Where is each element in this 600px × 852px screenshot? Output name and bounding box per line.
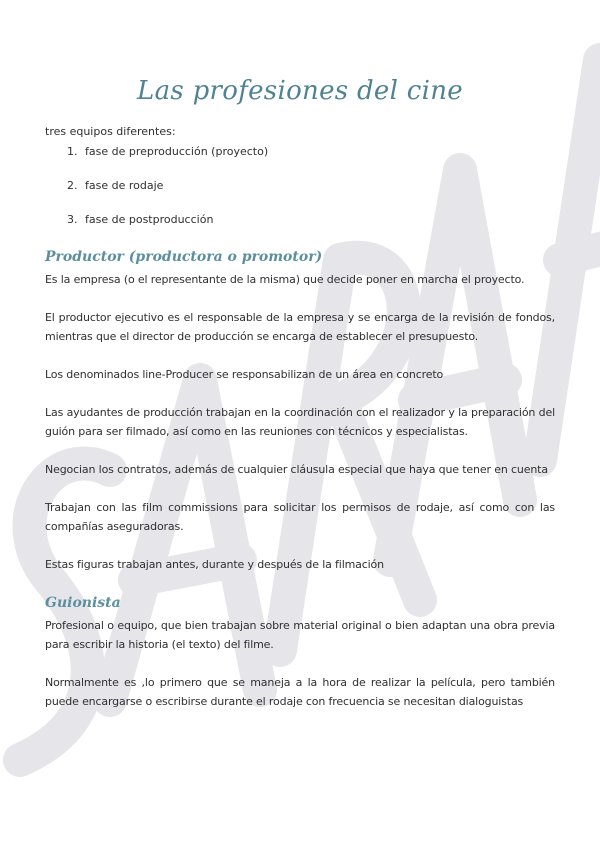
list-item-number: 2.: [67, 179, 78, 192]
phase-list: [45, 144, 555, 228]
paragraph: Trabajan con las film commissions para solicitar los permisos de rodaje, así como con las compañías aseguradoras.: [45, 501, 555, 533]
list-item-text: fase de rodaje: [85, 179, 164, 192]
list-item-text: fase de preproducción (proyecto): [85, 145, 269, 158]
list-item-number: 3.: [67, 213, 78, 226]
paragraph: El productor ejecutivo es el responsable de la empresa y se encarga de la revisión de fondos, mientras que el director de producción se encarga de establecer el presupuesto.: [45, 311, 555, 343]
paragraph: Normalmente es ,lo primero que se maneja a la hora de realizar la película, pero también puede encargarse o escribirse durante el rodaje con frecuencia se necesitan dialoguistas: [45, 676, 555, 708]
section-productor: [45, 248, 555, 574]
intro-text: tres equipos diferentes:: [45, 125, 176, 138]
section-guionista: [45, 594, 555, 711]
paragraph: Las ayudantes de producción trabajan en la coordinación con el realizador y la preparación del guión para ser filmado, así como en las reuniones con técnicos y especialistas.: [45, 406, 555, 438]
paragraph: Es la empresa (o el representante de la misma) que decide poner en marcha el proyecto.: [45, 273, 525, 286]
section-heading: Productor (productora o promotor): [45, 249, 323, 265]
list-item: [45, 144, 555, 160]
section-heading: Guionista: [45, 595, 121, 611]
document-title: Las profesiones del cine: [137, 76, 463, 106]
list-item: [45, 178, 555, 194]
list-item-number: 1.: [67, 145, 78, 158]
paragraph: Profesional o equipo, que bien trabajan sobre material original o bien adaptan una obra previa para escribir la historia (el texto) del filme.: [45, 619, 555, 651]
paragraph: Negocian los contratos, además de cualquier cláusula especial que haya que tener en cuenta: [45, 463, 548, 476]
list-item-text: fase de postproducción: [85, 213, 214, 226]
list-item: [45, 212, 555, 228]
paragraph: Los denominados line-Producer se responsabilizan de un área en concreto: [45, 368, 444, 381]
paragraph: Estas figuras trabajan antes, durante y después de la filmación: [45, 558, 384, 571]
